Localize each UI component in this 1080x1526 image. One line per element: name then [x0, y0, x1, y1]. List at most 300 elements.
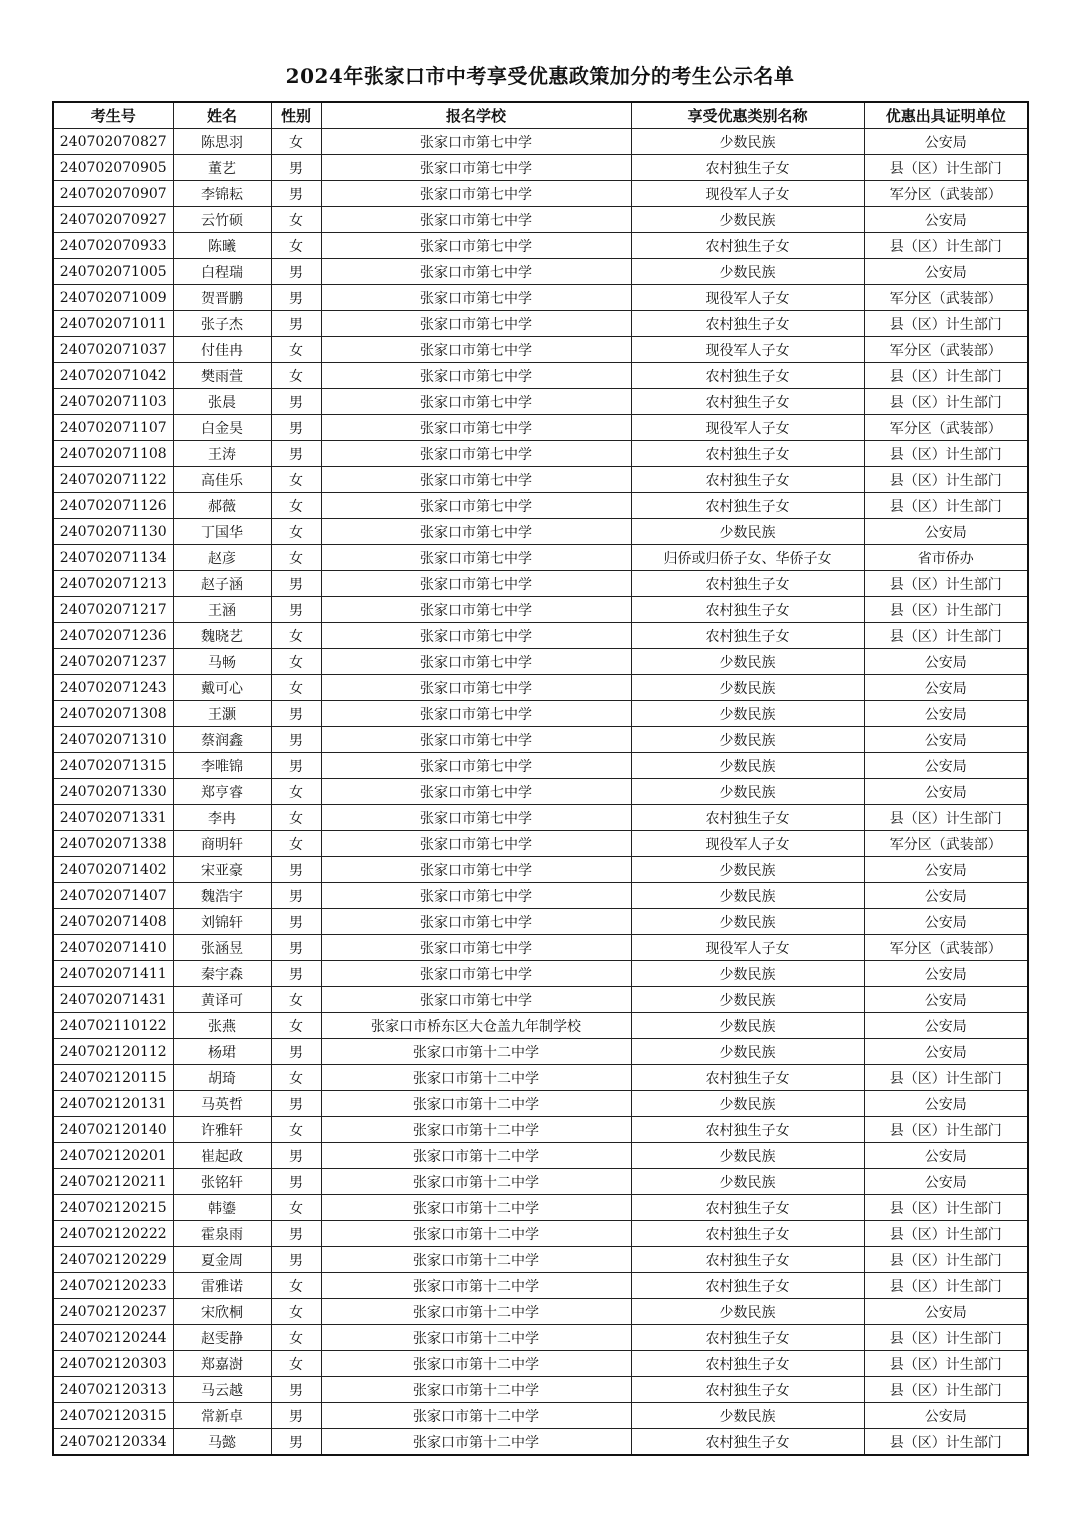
cell-category: 少数民族 — [631, 1143, 864, 1169]
table-row — [53, 207, 1028, 233]
cell-certifier: 县（区）计生部门 — [864, 1325, 1028, 1351]
cell-gender: 男 — [271, 1221, 321, 1247]
header-name: 姓名 — [173, 102, 271, 129]
cell-exam-id: 240702071331 — [53, 805, 173, 831]
table-row — [53, 571, 1028, 597]
table-row — [53, 857, 1028, 883]
cell-gender: 男 — [271, 1247, 321, 1273]
cell-gender: 女 — [271, 779, 321, 805]
cell-category: 农村独生子女 — [631, 363, 864, 389]
cell-gender: 女 — [271, 545, 321, 571]
cell-exam-id: 240702071330 — [53, 779, 173, 805]
cell-school: 张家口市第七中学 — [321, 441, 631, 467]
cell-exam-id: 240702071310 — [53, 727, 173, 753]
cell-exam-id: 240702120140 — [53, 1117, 173, 1143]
cell-category: 农村独生子女 — [631, 571, 864, 597]
cell-certifier: 县（区）计生部门 — [864, 389, 1028, 415]
cell-category: 农村独生子女 — [631, 1325, 864, 1351]
cell-gender: 男 — [271, 415, 321, 441]
cell-certifier: 公安局 — [864, 519, 1028, 545]
cell-category: 少数民族 — [631, 753, 864, 779]
cell-gender: 女 — [271, 337, 321, 363]
cell-certifier: 军分区（武装部） — [864, 935, 1028, 961]
cell-school: 张家口市第七中学 — [321, 233, 631, 259]
cell-school: 张家口市第七中学 — [321, 363, 631, 389]
cell-exam-id: 240702071236 — [53, 623, 173, 649]
cell-category: 农村独生子女 — [631, 1221, 864, 1247]
cell-exam-id: 240702120201 — [53, 1143, 173, 1169]
cell-certifier: 公安局 — [864, 883, 1028, 909]
cell-name: 夏金周 — [173, 1247, 271, 1273]
cell-name: 李锦耘 — [173, 181, 271, 207]
cell-category: 少数民族 — [631, 675, 864, 701]
cell-exam-id: 240702120303 — [53, 1351, 173, 1377]
cell-school: 张家口市第七中学 — [321, 987, 631, 1013]
cell-name: 马英哲 — [173, 1091, 271, 1117]
cell-certifier: 公安局 — [864, 1403, 1028, 1429]
table-header-row — [53, 102, 1028, 129]
cell-name: 王涛 — [173, 441, 271, 467]
cell-category: 农村独生子女 — [631, 1195, 864, 1221]
cell-exam-id: 240702120313 — [53, 1377, 173, 1403]
cell-gender: 女 — [271, 363, 321, 389]
cell-category: 农村独生子女 — [631, 1429, 864, 1456]
cell-exam-id: 240702070827 — [53, 129, 173, 155]
cell-school: 张家口市第七中学 — [321, 961, 631, 987]
cell-gender: 女 — [271, 805, 321, 831]
cell-certifier: 县（区）计生部门 — [864, 1273, 1028, 1299]
cell-category: 少数民族 — [631, 779, 864, 805]
cell-category: 现役军人子女 — [631, 337, 864, 363]
cell-category: 少数民族 — [631, 857, 864, 883]
cell-name: 王涵 — [173, 597, 271, 623]
cell-name: 杨珺 — [173, 1039, 271, 1065]
cell-school: 张家口市第七中学 — [321, 935, 631, 961]
header-category: 享受优惠类别名称 — [631, 102, 864, 129]
cell-category: 少数民族 — [631, 1299, 864, 1325]
table-row — [53, 649, 1028, 675]
cell-school: 张家口市第七中学 — [321, 649, 631, 675]
cell-category: 现役军人子女 — [631, 831, 864, 857]
cell-school: 张家口市第七中学 — [321, 675, 631, 701]
cell-certifier: 县（区）计生部门 — [864, 1065, 1028, 1091]
cell-name: 张燕 — [173, 1013, 271, 1039]
cell-name: 樊雨萱 — [173, 363, 271, 389]
cell-gender: 男 — [271, 571, 321, 597]
table-row — [53, 155, 1028, 181]
cell-certifier: 县（区）计生部门 — [864, 441, 1028, 467]
cell-school: 张家口市第十二中学 — [321, 1325, 631, 1351]
cell-exam-id: 240702071431 — [53, 987, 173, 1013]
table-row — [53, 1143, 1028, 1169]
cell-school: 张家口市第七中学 — [321, 207, 631, 233]
cell-exam-id: 240702071237 — [53, 649, 173, 675]
cell-exam-id: 240702071011 — [53, 311, 173, 337]
cell-name: 陈思羽 — [173, 129, 271, 155]
cell-category: 少数民族 — [631, 519, 864, 545]
cell-gender: 女 — [271, 831, 321, 857]
cell-school: 张家口市第七中学 — [321, 285, 631, 311]
candidate-table — [52, 101, 1029, 1456]
cell-gender: 女 — [271, 1325, 321, 1351]
table-row — [53, 1325, 1028, 1351]
table-row — [53, 1299, 1028, 1325]
cell-certifier: 公安局 — [864, 753, 1028, 779]
cell-school: 张家口市第七中学 — [321, 545, 631, 571]
table-row — [53, 909, 1028, 935]
cell-school: 张家口市第七中学 — [321, 415, 631, 441]
cell-certifier: 县（区）计生部门 — [864, 233, 1028, 259]
cell-school: 张家口市第十二中学 — [321, 1039, 631, 1065]
cell-certifier: 军分区（武装部） — [864, 181, 1028, 207]
cell-gender: 男 — [271, 961, 321, 987]
cell-school: 张家口市第七中学 — [321, 571, 631, 597]
cell-school: 张家口市第七中学 — [321, 389, 631, 415]
table-row — [53, 883, 1028, 909]
cell-certifier: 公安局 — [864, 259, 1028, 285]
cell-name: 秦宇森 — [173, 961, 271, 987]
table-body — [53, 129, 1028, 1456]
cell-certifier: 军分区（武装部） — [864, 831, 1028, 857]
cell-certifier: 公安局 — [864, 1143, 1028, 1169]
cell-exam-id: 240702071408 — [53, 909, 173, 935]
cell-category: 少数民族 — [631, 649, 864, 675]
cell-category: 少数民族 — [631, 883, 864, 909]
cell-name: 宋亚豪 — [173, 857, 271, 883]
table-row — [53, 597, 1028, 623]
cell-school: 张家口市第十二中学 — [321, 1117, 631, 1143]
cell-exam-id: 240702071009 — [53, 285, 173, 311]
cell-name: 张涵昱 — [173, 935, 271, 961]
cell-category: 现役军人子女 — [631, 181, 864, 207]
cell-school: 张家口市第七中学 — [321, 519, 631, 545]
cell-exam-id: 240702120215 — [53, 1195, 173, 1221]
cell-gender: 女 — [271, 649, 321, 675]
cell-gender: 男 — [271, 1143, 321, 1169]
cell-school: 张家口市第七中学 — [321, 155, 631, 181]
cell-certifier: 公安局 — [864, 207, 1028, 233]
table-row — [53, 233, 1028, 259]
table-row — [53, 727, 1028, 753]
table-row — [53, 1221, 1028, 1247]
cell-name: 马云越 — [173, 1377, 271, 1403]
cell-name: 戴可心 — [173, 675, 271, 701]
cell-school: 张家口市第七中学 — [321, 727, 631, 753]
cell-name: 宋欣桐 — [173, 1299, 271, 1325]
table-row — [53, 1039, 1028, 1065]
table-row — [53, 415, 1028, 441]
cell-category: 农村独生子女 — [631, 493, 864, 519]
table-row — [53, 1403, 1028, 1429]
cell-gender: 男 — [271, 155, 321, 181]
cell-school: 张家口市第十二中学 — [321, 1221, 631, 1247]
cell-certifier: 县（区）计生部门 — [864, 805, 1028, 831]
cell-name: 张铭轩 — [173, 1169, 271, 1195]
table-row — [53, 1117, 1028, 1143]
cell-certifier: 军分区（武装部） — [864, 337, 1028, 363]
table-row — [53, 337, 1028, 363]
cell-certifier: 公安局 — [864, 779, 1028, 805]
cell-gender: 男 — [271, 597, 321, 623]
cell-school: 张家口市第十二中学 — [321, 1143, 631, 1169]
table-row — [53, 545, 1028, 571]
cell-category: 农村独生子女 — [631, 623, 864, 649]
cell-category: 少数民族 — [631, 727, 864, 753]
page-title: 2024年张家口市中考享受优惠政策加分的考生公示名单 — [285, 64, 795, 88]
cell-exam-id: 240702120315 — [53, 1403, 173, 1429]
cell-category: 少数民族 — [631, 1169, 864, 1195]
cell-exam-id: 240702070927 — [53, 207, 173, 233]
cell-school: 张家口市第十二中学 — [321, 1377, 631, 1403]
cell-name: 雷雅诺 — [173, 1273, 271, 1299]
cell-category: 少数民族 — [631, 909, 864, 935]
cell-name: 崔起政 — [173, 1143, 271, 1169]
table-row — [53, 1169, 1028, 1195]
cell-gender: 女 — [271, 519, 321, 545]
cell-category: 农村独生子女 — [631, 1247, 864, 1273]
cell-gender: 女 — [271, 1117, 321, 1143]
cell-certifier: 公安局 — [864, 987, 1028, 1013]
cell-certifier: 县（区）计生部门 — [864, 623, 1028, 649]
cell-school: 张家口市第七中学 — [321, 857, 631, 883]
cell-school: 张家口市第七中学 — [321, 129, 631, 155]
cell-certifier: 公安局 — [864, 961, 1028, 987]
cell-certifier: 公安局 — [864, 1091, 1028, 1117]
cell-gender: 男 — [271, 1169, 321, 1195]
cell-exam-id: 240702071122 — [53, 467, 173, 493]
cell-category: 农村独生子女 — [631, 441, 864, 467]
cell-category: 农村独生子女 — [631, 1117, 864, 1143]
cell-exam-id: 240702120233 — [53, 1273, 173, 1299]
cell-name: 白金昊 — [173, 415, 271, 441]
header-exam-id: 考生号 — [53, 102, 173, 129]
cell-name: 郝薇 — [173, 493, 271, 519]
cell-certifier: 公安局 — [864, 857, 1028, 883]
table-row — [53, 831, 1028, 857]
cell-exam-id: 240702071103 — [53, 389, 173, 415]
cell-certifier: 公安局 — [864, 649, 1028, 675]
cell-name: 陈曦 — [173, 233, 271, 259]
cell-category: 现役军人子女 — [631, 285, 864, 311]
cell-exam-id: 240702071308 — [53, 701, 173, 727]
cell-name: 白程瑞 — [173, 259, 271, 285]
cell-category: 农村独生子女 — [631, 1351, 864, 1377]
cell-certifier: 县（区）计生部门 — [864, 1247, 1028, 1273]
cell-exam-id: 240702071338 — [53, 831, 173, 857]
cell-school: 张家口市第十二中学 — [321, 1429, 631, 1456]
cell-gender: 男 — [271, 935, 321, 961]
cell-name: 郑嘉澍 — [173, 1351, 271, 1377]
table-row — [53, 701, 1028, 727]
cell-gender: 男 — [271, 909, 321, 935]
cell-category: 少数民族 — [631, 207, 864, 233]
header-gender: 性别 — [271, 102, 321, 129]
cell-gender: 女 — [271, 1013, 321, 1039]
cell-exam-id: 240702120131 — [53, 1091, 173, 1117]
table-row — [53, 389, 1028, 415]
cell-certifier: 县（区）计生部门 — [864, 467, 1028, 493]
cell-name: 商明轩 — [173, 831, 271, 857]
cell-school: 张家口市桥东区大仓盖九年制学校 — [321, 1013, 631, 1039]
header-certifier: 优惠出具证明单位 — [864, 102, 1028, 129]
cell-gender: 男 — [271, 441, 321, 467]
table-row — [53, 1091, 1028, 1117]
cell-name: 李唯锦 — [173, 753, 271, 779]
cell-school: 张家口市第十二中学 — [321, 1299, 631, 1325]
cell-certifier: 公安局 — [864, 909, 1028, 935]
cell-gender: 女 — [271, 1351, 321, 1377]
cell-name: 霍泉雨 — [173, 1221, 271, 1247]
cell-exam-id: 240702120244 — [53, 1325, 173, 1351]
cell-exam-id: 240702071042 — [53, 363, 173, 389]
cell-gender: 女 — [271, 207, 321, 233]
table-row — [53, 623, 1028, 649]
cell-gender: 男 — [271, 1039, 321, 1065]
header-school: 报名学校 — [321, 102, 631, 129]
cell-name: 胡琦 — [173, 1065, 271, 1091]
table-row — [53, 311, 1028, 337]
cell-name: 高佳乐 — [173, 467, 271, 493]
cell-name: 李冉 — [173, 805, 271, 831]
cell-category: 少数民族 — [631, 987, 864, 1013]
cell-name: 常新卓 — [173, 1403, 271, 1429]
cell-gender: 女 — [271, 1195, 321, 1221]
cell-exam-id: 240702071213 — [53, 571, 173, 597]
cell-certifier: 公安局 — [864, 1039, 1028, 1065]
table-row — [53, 987, 1028, 1013]
cell-category: 少数民族 — [631, 961, 864, 987]
cell-category: 少数民族 — [631, 1091, 864, 1117]
cell-gender: 男 — [271, 857, 321, 883]
cell-category: 少数民族 — [631, 1013, 864, 1039]
cell-certifier: 县（区）计生部门 — [864, 571, 1028, 597]
cell-school: 张家口市第七中学 — [321, 909, 631, 935]
cell-name: 贺晋鹏 — [173, 285, 271, 311]
cell-gender: 女 — [271, 467, 321, 493]
cell-exam-id: 240702071037 — [53, 337, 173, 363]
table-row — [53, 1377, 1028, 1403]
cell-gender: 男 — [271, 181, 321, 207]
cell-name: 马畅 — [173, 649, 271, 675]
table-row — [53, 961, 1028, 987]
cell-exam-id: 240702120211 — [53, 1169, 173, 1195]
cell-exam-id: 240702070907 — [53, 181, 173, 207]
cell-school: 张家口市第十二中学 — [321, 1169, 631, 1195]
cell-name: 魏晓艺 — [173, 623, 271, 649]
cell-exam-id: 240702071410 — [53, 935, 173, 961]
table-row — [53, 1013, 1028, 1039]
cell-exam-id: 240702071134 — [53, 545, 173, 571]
cell-category: 少数民族 — [631, 1403, 864, 1429]
cell-gender: 男 — [271, 701, 321, 727]
cell-category: 少数民族 — [631, 1039, 864, 1065]
cell-certifier: 县（区）计生部门 — [864, 1195, 1028, 1221]
cell-gender: 男 — [271, 1403, 321, 1429]
cell-certifier: 县（区）计生部门 — [864, 493, 1028, 519]
cell-school: 张家口市第七中学 — [321, 623, 631, 649]
table-row — [53, 1351, 1028, 1377]
cell-name: 马懿 — [173, 1429, 271, 1456]
cell-gender: 女 — [271, 987, 321, 1013]
table-row — [53, 753, 1028, 779]
cell-name: 董艺 — [173, 155, 271, 181]
cell-gender: 女 — [271, 623, 321, 649]
cell-school: 张家口市第七中学 — [321, 467, 631, 493]
cell-category: 农村独生子女 — [631, 389, 864, 415]
cell-category: 少数民族 — [631, 701, 864, 727]
table-row — [53, 441, 1028, 467]
cell-name: 赵彦 — [173, 545, 271, 571]
cell-name: 赵子涵 — [173, 571, 271, 597]
table-row — [53, 1247, 1028, 1273]
cell-certifier: 县（区）计生部门 — [864, 363, 1028, 389]
cell-school: 张家口市第十二中学 — [321, 1091, 631, 1117]
cell-exam-id: 240702110122 — [53, 1013, 173, 1039]
cell-gender: 男 — [271, 727, 321, 753]
cell-certifier: 公安局 — [864, 727, 1028, 753]
cell-school: 张家口市第七中学 — [321, 597, 631, 623]
cell-school: 张家口市第七中学 — [321, 779, 631, 805]
cell-certifier: 军分区（武装部） — [864, 415, 1028, 441]
cell-gender: 女 — [271, 129, 321, 155]
cell-gender: 女 — [271, 233, 321, 259]
cell-certifier: 县（区）计生部门 — [864, 311, 1028, 337]
cell-exam-id: 240702070905 — [53, 155, 173, 181]
cell-name: 赵雯静 — [173, 1325, 271, 1351]
cell-category: 农村独生子女 — [631, 233, 864, 259]
cell-name: 张晨 — [173, 389, 271, 415]
cell-category: 农村独生子女 — [631, 805, 864, 831]
cell-exam-id: 240702071407 — [53, 883, 173, 909]
cell-exam-id: 240702070933 — [53, 233, 173, 259]
table-row — [53, 675, 1028, 701]
cell-category: 农村独生子女 — [631, 467, 864, 493]
cell-gender: 男 — [271, 1429, 321, 1456]
table-row — [53, 779, 1028, 805]
cell-school: 张家口市第七中学 — [321, 493, 631, 519]
cell-gender: 女 — [271, 1065, 321, 1091]
cell-exam-id: 240702120222 — [53, 1221, 173, 1247]
cell-gender: 女 — [271, 493, 321, 519]
cell-category: 农村独生子女 — [631, 1065, 864, 1091]
cell-certifier: 公安局 — [864, 701, 1028, 727]
cell-school: 张家口市第十二中学 — [321, 1247, 631, 1273]
cell-gender: 女 — [271, 675, 321, 701]
cell-name: 付佳冉 — [173, 337, 271, 363]
cell-gender: 男 — [271, 311, 321, 337]
cell-name: 许雅轩 — [173, 1117, 271, 1143]
cell-gender: 男 — [271, 753, 321, 779]
cell-name: 蔡润鑫 — [173, 727, 271, 753]
cell-category: 现役军人子女 — [631, 935, 864, 961]
cell-exam-id: 240702071107 — [53, 415, 173, 441]
cell-name: 韩鎏 — [173, 1195, 271, 1221]
cell-certifier: 公安局 — [864, 129, 1028, 155]
table-row — [53, 1065, 1028, 1091]
cell-certifier: 省市侨办 — [864, 545, 1028, 571]
cell-exam-id: 240702120112 — [53, 1039, 173, 1065]
cell-school: 张家口市第七中学 — [321, 753, 631, 779]
cell-gender: 男 — [271, 285, 321, 311]
cell-certifier: 县（区）计生部门 — [864, 1351, 1028, 1377]
cell-name: 王灏 — [173, 701, 271, 727]
cell-name: 云竹硕 — [173, 207, 271, 233]
cell-certifier: 县（区）计生部门 — [864, 597, 1028, 623]
cell-certifier: 县（区）计生部门 — [864, 1221, 1028, 1247]
cell-category: 少数民族 — [631, 129, 864, 155]
cell-school: 张家口市第十二中学 — [321, 1065, 631, 1091]
cell-certifier: 公安局 — [864, 1013, 1028, 1039]
